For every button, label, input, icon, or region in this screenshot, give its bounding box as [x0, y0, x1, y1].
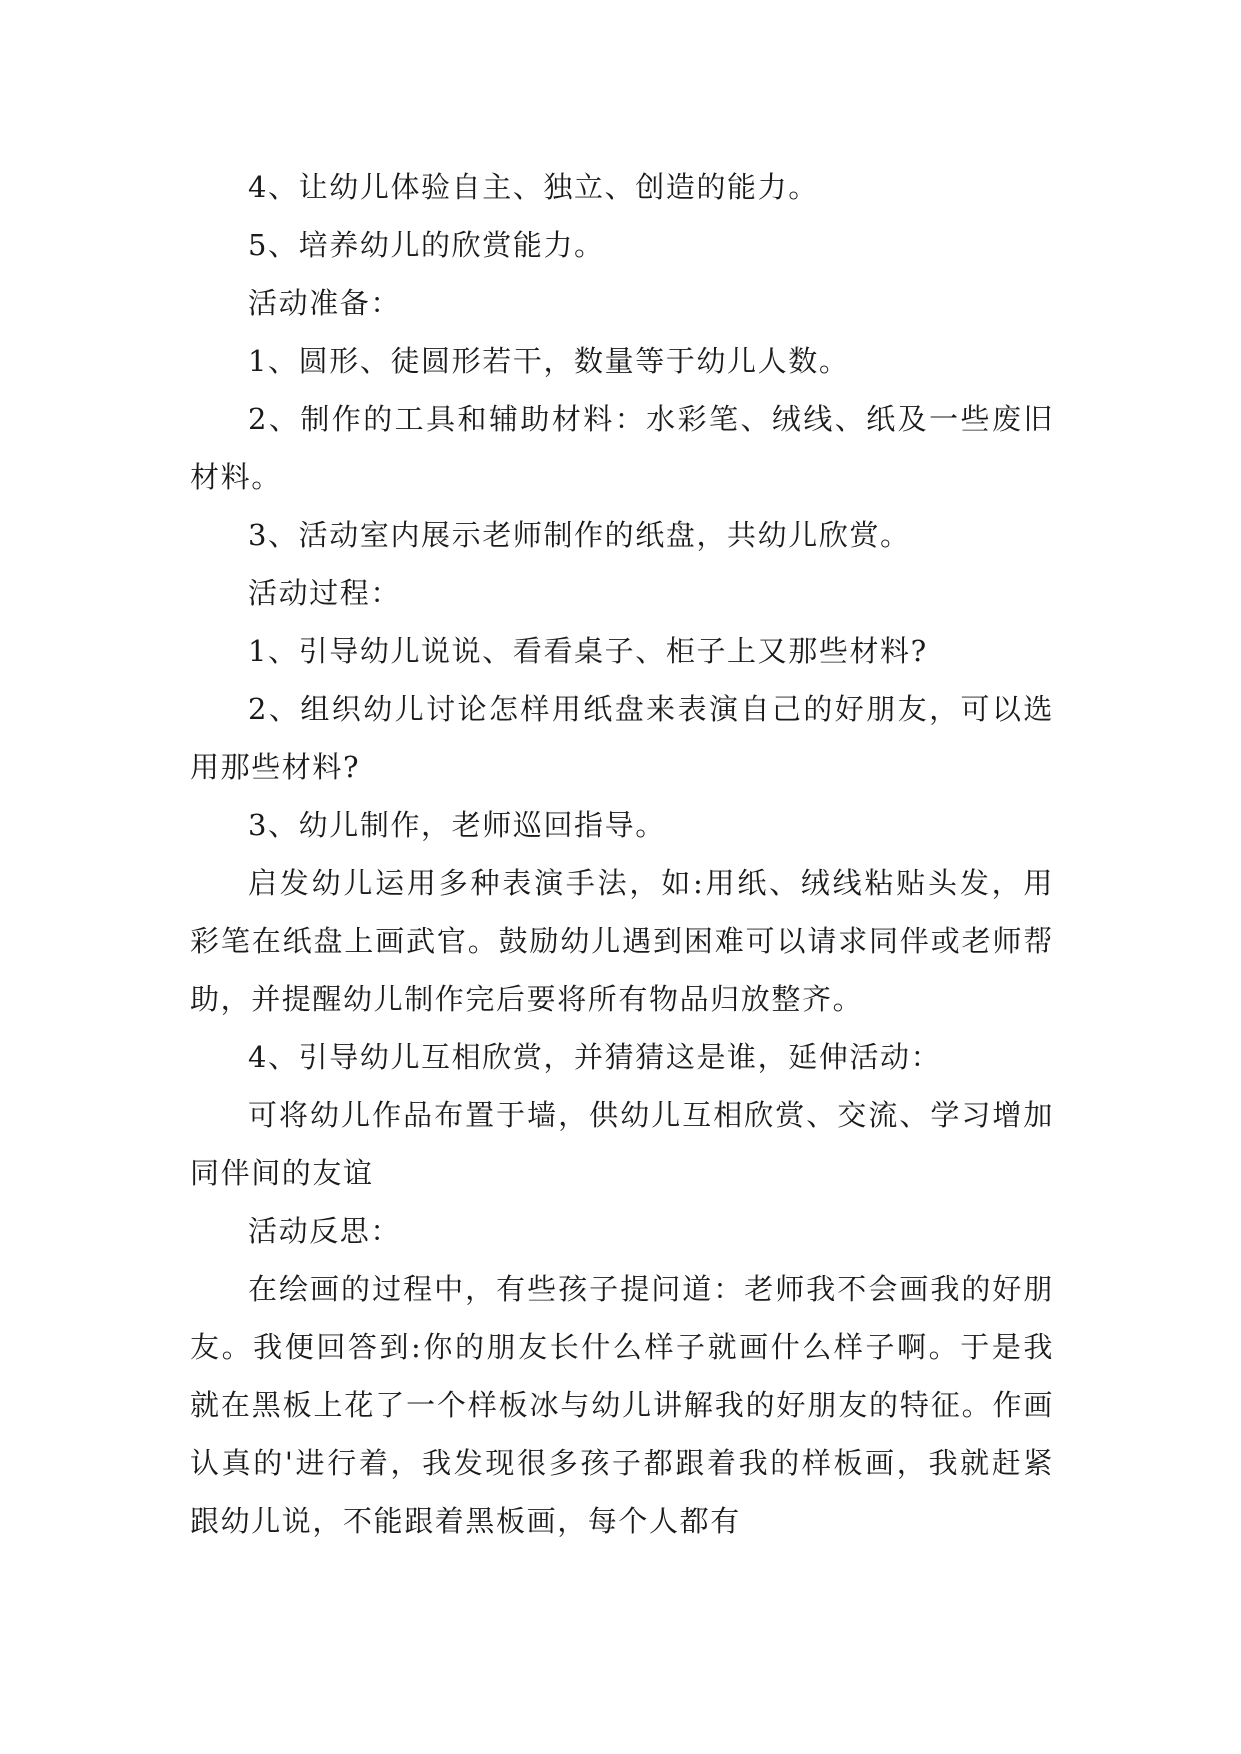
paragraph-process-4: 4、引导幼儿互相欣赏，并猜猜这是谁，延伸活动： [248, 1040, 942, 1074]
paragraph-process-2: 2、组织幼儿讨论怎样用纸盘来表演自己的好朋友，可以选用那些材料? [190, 692, 1054, 784]
paragraph-process-1: 1、引导幼儿说说、看看桌子、柜子上又那些材料? [248, 634, 928, 668]
paragraph-extension: 可将幼儿作品布置于墙，供幼儿互相欣赏、交流、学习增加同伴间的友谊 [190, 1098, 1054, 1190]
paragraph-process-guidance: 启发幼儿运用多种表演手法，如:用纸、绒线粘贴头发，用彩笔在纸盘上画武官。鼓励幼儿遇到困难可以请求同伴或老师帮助，并提醒幼儿制作完后要将所有物品归放整齐。 [190, 866, 1054, 1016]
paragraph-reflection: 在绘画的过程中，有些孩子提问道：老师我不会画我的好朋友。我便回答到:你的朋友长什么样子就画什么样子啊。于是我就在黑板上花了一个样板冰与幼儿讲解我的好朋友的特征。作画认真的'进行着，我发现很多孩子都跟着我的样板画，我就赶紧跟幼儿说，不能跟着黑板画，每个人都有 [190, 1272, 1054, 1538]
document-body [190, 158, 1054, 1550]
paragraph-prep-1: 1、圆形、徒圆形若干，数量等于幼儿人数。 [248, 344, 850, 378]
paragraph-prep-2: 2、制作的工具和辅助材料：水彩笔、绒线、纸及一些废旧材料。 [190, 402, 1054, 494]
heading-preparation: 活动准备： [248, 286, 402, 320]
heading-process: 活动过程： [248, 576, 402, 610]
paragraph-goal-5: 5、培养幼儿的欣赏能力。 [248, 228, 605, 262]
paragraph-goal-4: 4、让幼儿体验自主、独立、创造的能力。 [248, 170, 819, 204]
paragraph-process-3: 3、幼儿制作，老师巡回指导。 [248, 808, 666, 842]
paragraph-prep-3: 3、活动室内展示老师制作的纸盘，共幼儿欣赏。 [248, 518, 911, 552]
heading-reflection: 活动反思： [248, 1214, 402, 1248]
